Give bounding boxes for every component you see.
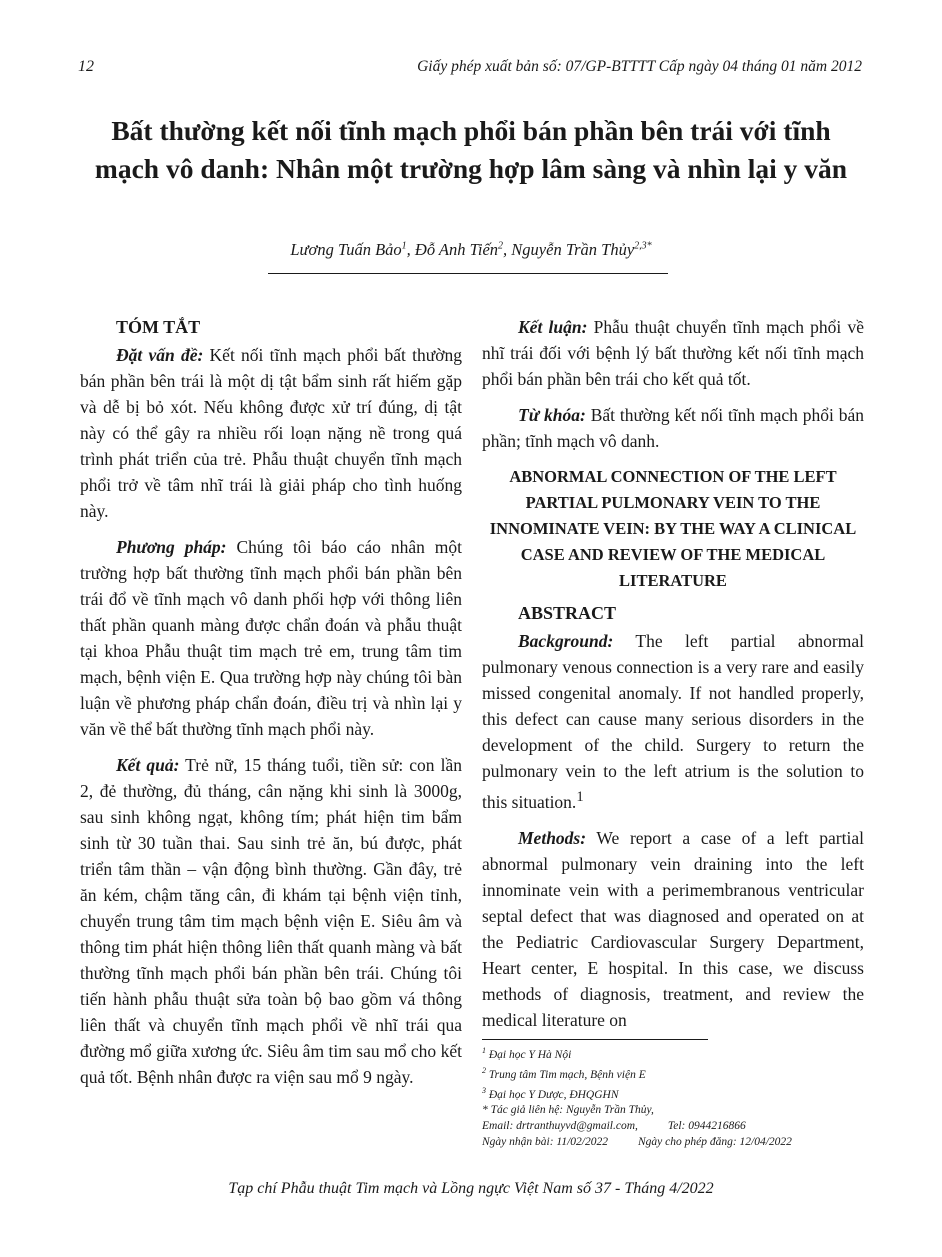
vn-methods-paragraph	[80, 534, 462, 742]
vn-keywords-paragraph	[482, 402, 864, 454]
vn-methods-text: Chúng tôi báo cáo nhân một trường hợp bất thường tĩnh mạch phổi bán phần bên trái đổ về tĩnh mạch vô danh phối hợp với thông liên thất phần quanh màng được chẩn đoán và phẫu thuật tại khoa Phẫu thuật tim mạch trẻ em, trung tâm tim mạch, bệnh viện E. Qua trường hợp này chúng tôi bàn luận về phương pháp chẩn đoán, điều trị và nhìn lại y văn về thể bất thường tĩnh mạch phổi này.	[80, 537, 462, 739]
vn-results-paragraph	[80, 752, 462, 1090]
contact-phone: Tel: 0944216866	[667, 1120, 746, 1133]
vn-results-label: Kết quả:	[116, 755, 180, 775]
received-date: Ngày nhận bài: 11/02/2022	[482, 1136, 608, 1149]
vn-background-label: Đặt vấn đề:	[116, 345, 204, 365]
en-background-citation: 1	[576, 789, 584, 805]
contact-line	[482, 1118, 882, 1134]
en-methods-label: Methods:	[518, 827, 587, 848]
accepted-date: Ngày cho phép đăng: 12/04/2022	[637, 1136, 792, 1149]
author-3: Nguyễn Trần Thủy	[511, 240, 635, 259]
page-number: 12	[78, 58, 94, 75]
footnote-1-text: Đại học Y Hà Nội	[486, 1048, 572, 1061]
author-separator: ,	[406, 240, 415, 259]
footnote-2-mark: 2	[482, 1065, 486, 1075]
author-1: Lương Tuấn Bảo	[290, 240, 402, 259]
title-line-1: Bất thường kết nối tĩnh mạch phổi bán phần bên trái với tĩnh	[111, 115, 831, 146]
vn-methods-label: Phương pháp:	[116, 537, 227, 557]
contact-email: Email: drtranthuyvd@gmail.com,	[482, 1120, 638, 1133]
en-methods-text: We report a case of a left partial abnormal pulmonary vein draining into the left innominate vein with a perimembranous ventricular septal defect that was diagnosed and operated on at the Pediatric Cardiovascular Surgery Department, Heart center, E hospital. In this case, we discuss methods of diagnosis, treatment, and review the medical literature on	[482, 827, 864, 1030]
en-background-label: Background:	[518, 631, 614, 651]
author-3-affiliation: 2,3*	[634, 240, 652, 252]
vn-keywords-label: Từ khóa:	[518, 405, 586, 425]
en-background-paragraph	[482, 628, 864, 815]
footnote-2	[482, 1063, 882, 1083]
author-2-affiliation: 2	[498, 240, 504, 252]
footnote-3	[482, 1083, 882, 1103]
corresponding-author: * Tác giả liên hệ: Nguyễn Trần Thủy,	[482, 1104, 654, 1117]
en-abstract-heading: ABSTRACT	[518, 603, 617, 623]
footnote-1-mark: 1	[482, 1046, 486, 1055]
right-column	[482, 314, 864, 1043]
footnote-1	[482, 1043, 882, 1063]
vn-conclusion-paragraph	[482, 314, 864, 392]
license-header: Giấy phép xuất bản số: 07/GP-BTTTT Cấp ngày 04 tháng 01 năm 2012	[417, 58, 862, 75]
title-line-2: mạch vô danh: Nhân một trường hợp lâm sàng và nhìn lại y văn	[94, 153, 848, 184]
author-2: Đỗ Anh Tiến	[414, 240, 499, 259]
vn-keywords-text: Bất thường kết nối tĩnh mạch phổi bán phần; tĩnh mạch vô danh.	[482, 405, 864, 451]
left-column	[80, 314, 462, 1100]
footnote-divider	[482, 1039, 708, 1040]
footnotes	[482, 1043, 882, 1150]
en-article-title: ABNORMAL CONNECTION OF THE LEFT PARTIAL PULMONARY VEIN TO THE INNOMINATE VEIN: BY THE WAY A CLINICAL CASE AND REVIEW OF THE MEDICAL LITERATURE	[489, 467, 857, 590]
dates-line	[482, 1134, 882, 1150]
article-title	[60, 112, 882, 188]
vn-background-paragraph	[80, 342, 462, 524]
vn-conclusion-text: Phẫu thuật chuyển tĩnh mạch phổi về nhĩ trái đối với bệnh lý bất thường kết nối tĩnh mạch phổi bán phần bên trái cho kết quả tốt.	[482, 317, 864, 389]
author-separator: ,	[503, 240, 512, 259]
author-divider	[268, 273, 668, 274]
vn-background-text: Kết nối tĩnh mạch phổi bất thường bán phần bên trái là một dị tật bẩm sinh rất hiếm gặp và dễ bị bỏ xót. Nếu không được xử trí đúng, dị tật này có thể gây ra nhiều rối loạn nặng nề trong quá trình phát triển của trẻ. Phẫu thuật chuyển tĩnh mạch phổi trở về tâm nhĩ trái là giải pháp cho tình huống này.	[80, 345, 462, 521]
en-background-text: The left partial abnormal pulmonary venous connection is a very rare and easily missed congenital anomaly. If not handled properly, this defect can cause many serious disorders in the development of the child. Surgery to return the pulmonary vein to the left atrium is the solution to this situation.	[482, 631, 864, 812]
author-1-affiliation: 1	[401, 240, 407, 252]
footnote-2-text: Trung tâm Tim mạch, Bệnh viện E	[486, 1068, 646, 1081]
en-methods-paragraph	[482, 825, 864, 1033]
footnote-3-text: Đại học Y Dược, ĐHQGHN	[486, 1088, 619, 1101]
footnote-3-mark: 3	[482, 1085, 486, 1095]
author-list	[180, 240, 762, 260]
vn-abstract-heading: TÓM TẮT	[116, 317, 201, 337]
vn-conclusion-label: Kết luận:	[518, 317, 588, 337]
journal-footer: Tạp chí Phẫu thuật Tim mạch và Lồng ngực Việt Nam số 37 - Tháng 4/2022	[228, 1180, 714, 1197]
vn-results-text: Trẻ nữ, 15 tháng tuổi, tiền sử: con lần 2, đẻ thường, đủ tháng, cân nặng khi sinh là 3000g, sau sinh không ngạt, không tím; phát hiện tim bẩm sinh từ 30 tuần thai. Sau sinh trẻ ăn, bú được, phát triển tâm thần – vận động bình thường. Gần đây, trẻ ăn kém, chậm tăng cân, đi khám tại bệnh viện tỉnh, chuyển trung tâm tim mạch bệnh viện E. Siêu âm và thông tim phát hiện thông liên thất quanh màng và bất thường tĩnh mạch phổi bán phần bên trái. Chúng tôi tiến hành phẫu thuật sửa toàn bộ bao gồm vá thông liên thất và chuyển tĩnh mạch phổi về nhĩ trái qua đường mổ giữa xương ức. Siêu âm tim sau mổ cho kết quả tốt. Bệnh nhân được ra viện sau mổ 9 ngày.	[80, 755, 462, 1087]
